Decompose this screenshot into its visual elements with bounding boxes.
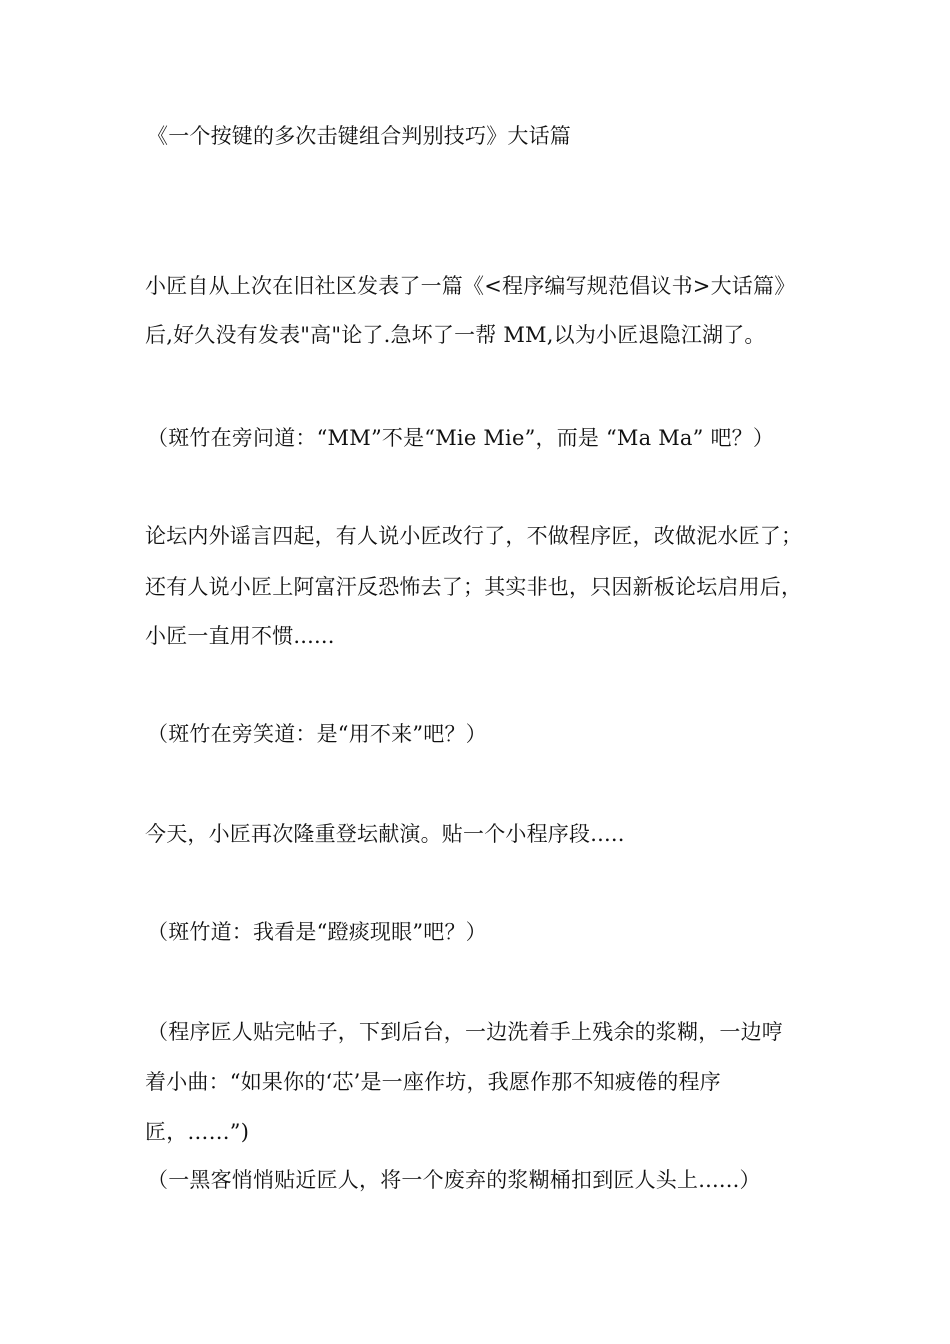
paragraph-line: （程序匠人贴完帖子，下到后台，一边洗着手上残余的浆糊，一边哼 [147,1020,783,1044]
paragraph-line: 小匠一直用不惯...... [145,624,335,648]
paragraph-line: 还有人说小匠上阿富汗反恐怖去了；其实非也，只因新板论坛启用后， [145,575,803,599]
paragraph-line: （斑竹在旁笑道：是“用不来”吧？） [147,722,487,746]
paragraph-line: （斑竹在旁问道：“MM”不是“Mie Mie”，而是 “Ma Ma” 吧？） [147,426,775,450]
paragraph-line: （一黑客悄悄贴近匠人，将一个废弃的浆糊桶扣到匠人头上......） [147,1168,761,1192]
paragraph-line: 后,好久没有发表"高"论了.急坏了一帮 MM,以为小匠退隐江湖了。 [145,323,766,347]
paragraph-line: 论坛内外谣言四起，有人说小匠改行了，不做程序匠，改做泥水匠了； [145,524,803,548]
document-title: 《一个按键的多次击键组合判别技巧》大话篇 [147,124,571,148]
paragraph-line: 小匠自从上次在旧社区发表了一篇《<程序编写规范倡议书>大话篇》 [145,274,796,298]
paragraph-line: 匠，……”) [145,1120,250,1144]
paragraph-line: 今天，小匠再次隆重登坛献演。贴一个小程序段..... [145,822,625,846]
paragraph-line: （斑竹道：我看是“蹬痰现眼”吧？） [147,920,487,944]
paragraph-line: 着小曲：“如果你的‘芯’是一座作坊，我愿作那不知疲倦的程序 [145,1070,721,1094]
